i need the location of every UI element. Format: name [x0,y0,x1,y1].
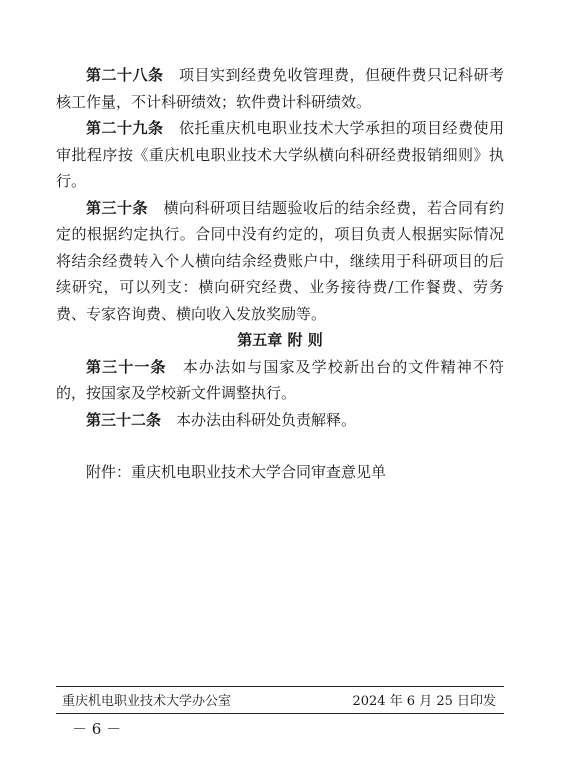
footer-issuer: 重庆机电职业技术大学办公室 [62,694,232,709]
article-30 [56,195,504,328]
article-text: 横向科研项目结题验收后的结余经费，若合同有约定的根据约定执行。合同中没有约定的，项目负责人根据实际情况将结余经费转入个人横向结余经费账户中，继续用于科研项目的后续研究，可以列支：横向研究经费、业务接待费/工作餐费、劳务费、专家咨询费、横向收入发放奖励等。 [56,198,504,323]
footer-date: 2024 年 6 月 25 日印发 [352,694,496,709]
chapter-heading: 第五章 附 则 [237,331,323,349]
attachment-note: 附件：重庆机电职业技术大学合同审查意见单 [86,463,387,481]
article-label: 第三十二条 [86,410,162,429]
article-label: 第三十一条 [86,357,167,376]
article-32 [56,407,504,434]
footer [62,690,496,709]
article-label: 第三十条 [86,198,148,217]
article-label: 第二十八条 [86,66,164,84]
document-body [56,62,504,486]
article-text: 依托重庆机电职业技术大学承担的项目经费使用审批程序按《重庆机电职业技术大学纵横向科研经费报销细则》执行。 [56,119,504,190]
article-28 [56,62,504,115]
footer-divider-bottom [56,713,504,714]
footer-divider-top [56,686,504,687]
article-text: 项目实到经费免收管理费，但硬件费只记科研考核工作量，不计科研绩效；软件费计科研绩效。 [56,66,504,111]
article-29 [56,115,504,195]
article-text: 本办法由科研处负责解释。 [176,410,357,429]
page-number: － 6 － [72,720,122,738]
article-31 [56,354,504,407]
article-label: 第二十九条 [86,119,164,137]
article-text: 本办法如与国家及学校新出台的文件精神不符的，按国家及学校新文件调整执行。 [56,357,504,402]
